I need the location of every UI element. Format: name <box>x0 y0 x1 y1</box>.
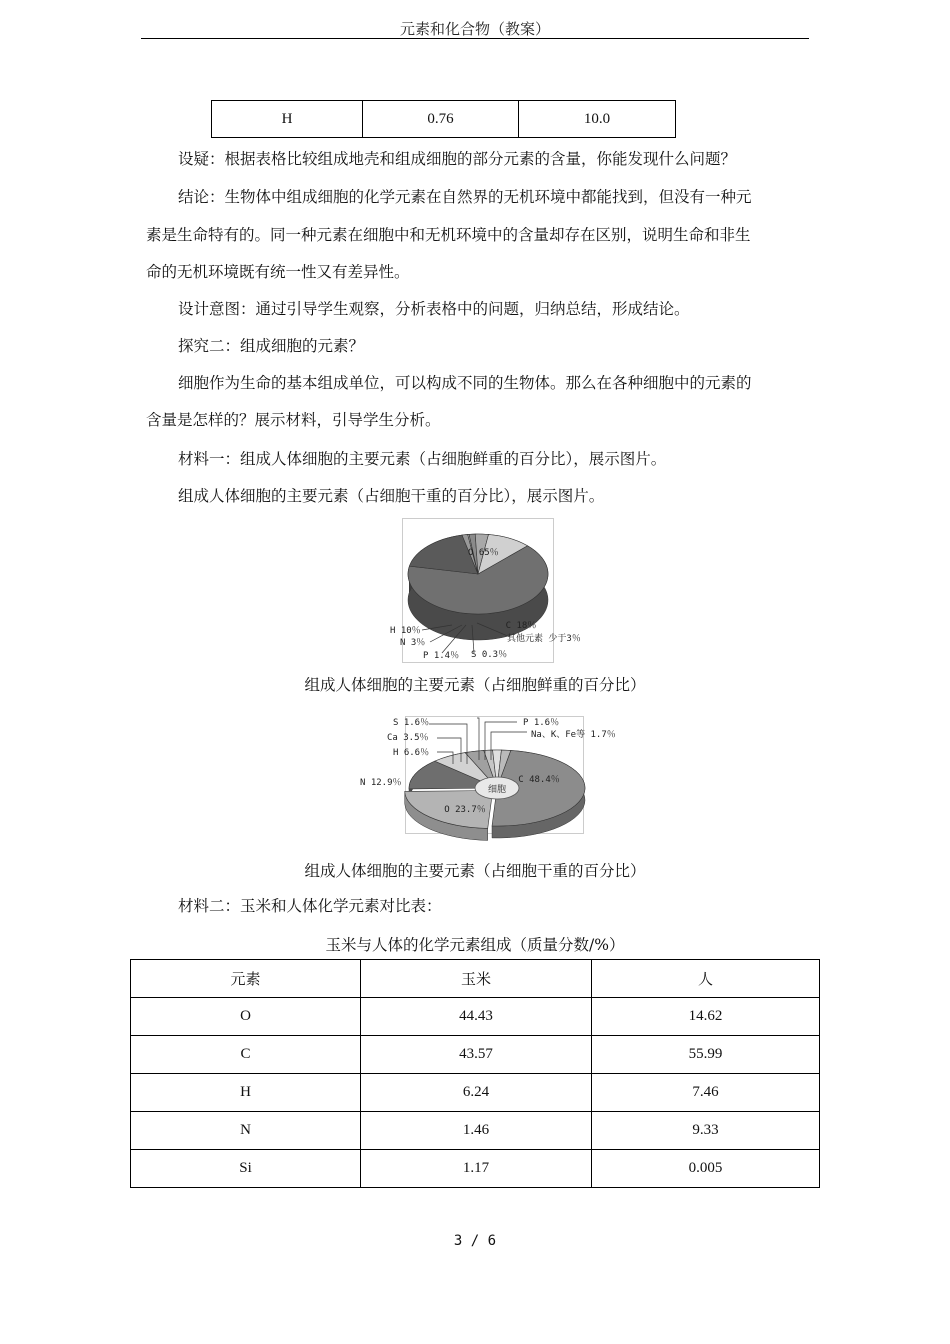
table-cell: 0.005 <box>592 1150 820 1188</box>
caption-fresh-weight: 组成人体细胞的主要元素（占细胞鲜重的百分比） <box>304 676 646 694</box>
pie-chart-dry-weight <box>355 712 635 836</box>
table-caption: 玉米与人体的化学元素组成（质量分数/%） <box>325 936 625 954</box>
pie-label-o: O 65％ <box>468 548 499 558</box>
pie-label-h: H 10％ <box>390 626 421 636</box>
table-cell: 1.17 <box>361 1150 592 1188</box>
pie-label-p: P 1.6％ <box>523 718 560 728</box>
pie-label-c: C 48.4％ <box>518 775 560 785</box>
paragraph-conclusion-2: 素是生命特有的。同一种元素在细胞中和无机环境中的含量却存在区别，说明生命和非生 <box>146 226 751 244</box>
header-rule <box>141 38 809 39</box>
table-cell: 10.0 <box>519 101 676 138</box>
table-row <box>131 1036 820 1074</box>
pie-label-s: S 1.6％ <box>393 718 430 728</box>
column-header: 人 <box>592 960 820 998</box>
column-header: 玉米 <box>361 960 592 998</box>
table-cell: 7.46 <box>592 1074 820 1112</box>
table-cell: 6.24 <box>361 1074 592 1112</box>
table-top <box>211 100 676 138</box>
pie-label-c: C 18％ <box>505 621 537 631</box>
table-corn-human <box>130 959 820 1188</box>
table-row <box>131 998 820 1036</box>
page-number: 3 / 6 <box>453 1233 497 1249</box>
pie-label-na-k-fe: Na、K、Fe等 1.7％ <box>531 730 616 740</box>
paragraph-cell-intro: 细胞作为生命的基本组成单位，可以构成不同的生物体。那么在各种细胞中的元素的 <box>178 374 752 392</box>
table-cell: 1.46 <box>361 1112 592 1150</box>
table-cell: 9.33 <box>592 1112 820 1150</box>
pie-label-p: P 1.4％ <box>423 651 460 661</box>
table-cell: O <box>131 998 361 1036</box>
pie-label-s: S 0.3％ <box>471 650 508 660</box>
table-cell: 43.57 <box>361 1036 592 1074</box>
pie-label-n: N 12.9％ <box>360 778 402 788</box>
table-row <box>131 1150 820 1188</box>
pie-label-n: N 3％ <box>400 638 426 648</box>
table-cell: C <box>131 1036 361 1074</box>
paragraph-explore-2: 探究二：组成细胞的元素？ <box>178 337 365 355</box>
table-row <box>212 101 676 138</box>
caption-dry-weight: 组成人体细胞的主要元素（占细胞干重的百分比） <box>304 862 646 880</box>
pie-label-h: H 6.6％ <box>393 748 430 758</box>
table-cell: 55.99 <box>592 1036 820 1074</box>
paragraph-material-1b: 组成人体细胞的主要元素（占细胞干重的百分比），展示图片。 <box>178 487 605 505</box>
pie-label-other: 其他元素 少于3％ <box>507 634 581 644</box>
pie-label-ca: Ca 3.5％ <box>387 733 429 743</box>
table-cell: 44.43 <box>361 998 592 1036</box>
paragraph-question: 设疑：根据表格比较组成地壳和组成细胞的部分元素的含量，你能发现什么问题？ <box>178 150 737 168</box>
table-cell: 14.62 <box>592 998 820 1036</box>
column-header: 元素 <box>131 960 361 998</box>
table-cell: H <box>131 1074 361 1112</box>
table-cell: 0.76 <box>363 101 519 138</box>
paragraph-material-1: 材料一：组成人体细胞的主要元素（占细胞鲜重的百分比），展示图片。 <box>178 450 667 468</box>
paragraph-design-intent: 设计意图：通过引导学生观察，分析表格中的问题，归纳总结，形成结论。 <box>178 300 690 318</box>
paragraph-conclusion: 结论：生物体中组成细胞的化学元素在自然界的无机环境中都能找到，但没有一种元 <box>178 188 752 206</box>
pie-fresh-outer-labels <box>380 620 620 665</box>
header-title: 元素和化合物（教案） <box>399 20 550 38</box>
pie-label-o: O 23.7％ <box>444 805 486 815</box>
paragraph-material-2: 材料二：玉米和人体化学元素对比表： <box>178 897 442 915</box>
table-cell: Si <box>131 1150 361 1188</box>
table-row <box>131 1074 820 1112</box>
table-cell: H <box>212 101 363 138</box>
table-cell: N <box>131 1112 361 1150</box>
table-row <box>131 1112 820 1150</box>
table-header-row <box>131 960 820 998</box>
donut-center-label: 细胞 <box>487 785 507 795</box>
paragraph-conclusion-3: 命的无机环境既有统一性又有差异性。 <box>146 263 410 281</box>
paragraph-cell-intro-2: 含量是怎样的？展示材料，引导学生分析。 <box>146 411 441 429</box>
